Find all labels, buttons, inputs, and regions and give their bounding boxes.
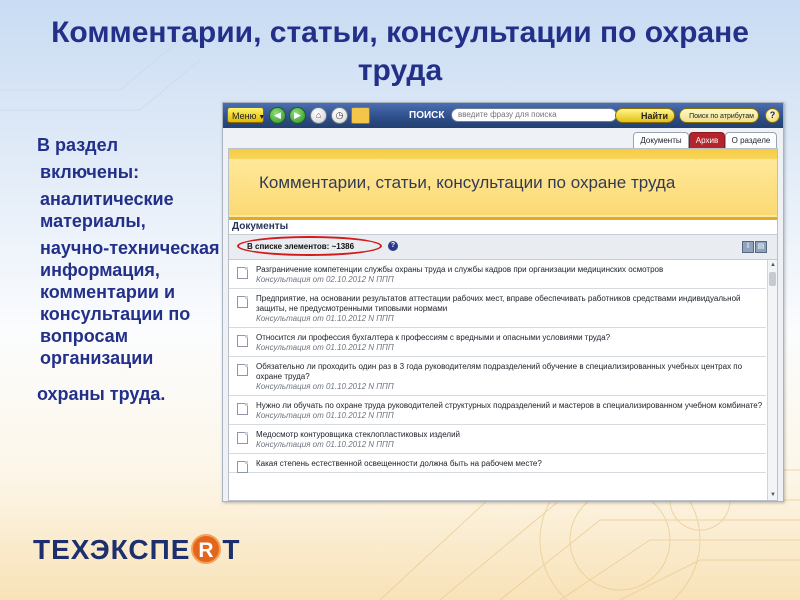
menu-label: Меню xyxy=(232,111,257,121)
history-icon[interactable]: ◷ xyxy=(331,107,348,124)
item-subtitle: Консультация от 02.10.2012 N ППП xyxy=(256,275,394,284)
home-icon[interactable]: ⌂ xyxy=(310,107,327,124)
item-title: Медосмотр контуровщика стеклопластиковых изделий xyxy=(256,430,461,439)
bullet-text: охраны труда. xyxy=(37,384,166,404)
document-icon xyxy=(237,296,248,308)
list-item[interactable] xyxy=(229,396,766,425)
document-icon xyxy=(237,403,248,415)
list-item[interactable] xyxy=(229,357,766,396)
list-scrollbar[interactable] xyxy=(767,260,778,500)
attribute-search-button[interactable] xyxy=(679,108,759,123)
document-icon xyxy=(237,432,248,444)
tab-bar xyxy=(223,128,783,148)
item-subtitle: Консультация от 01.10.2012 N ППП xyxy=(256,382,394,391)
export-icon[interactable]: ⇩ xyxy=(742,241,754,253)
section-title: Документы xyxy=(232,221,289,232)
search-label: ПОИСК xyxy=(409,110,445,121)
document-header: Комментарии, статьи, консультации по охране труда xyxy=(259,173,676,192)
scroll-up-icon[interactable]: ▲ xyxy=(770,262,776,268)
bullet-text: аналитические материалы, xyxy=(40,189,174,231)
list-item[interactable] xyxy=(229,425,766,454)
company-logo xyxy=(33,534,241,566)
help-icon[interactable]: ? xyxy=(765,108,780,123)
item-title: Относится ли профессия бухгалтера к профессиям с вредными и опасными условиями труда? xyxy=(256,333,611,342)
item-subtitle: Консультация от 01.10.2012 N ППП xyxy=(256,440,394,449)
tab-archive[interactable]: Архив xyxy=(689,132,725,148)
bullet-text: научно-техническая информация, комментарии и консультации по вопросам организации xyxy=(40,238,220,368)
document-list xyxy=(229,260,766,500)
toolbar xyxy=(223,103,783,128)
list-item[interactable] xyxy=(229,289,766,328)
document-icon xyxy=(237,335,248,347)
item-title: Нужно ли обучать по охране труда руководителей структурных подразделений и мастеров в специализированном учебном комбинате? xyxy=(256,401,763,410)
list-count-bar xyxy=(229,234,777,260)
logo-text-start: ТЕХЭКСПЕ xyxy=(33,534,191,565)
item-subtitle: Консультация от 01.10.2012 N ППП xyxy=(256,411,394,420)
list-item[interactable] xyxy=(229,328,766,357)
list-count: В списке элементов: ~1386 xyxy=(247,242,355,251)
search-input[interactable] xyxy=(451,108,617,122)
document-panel xyxy=(228,148,778,501)
item-subtitle: Консультация от 01.10.2012 N ППП xyxy=(256,343,394,352)
logo-circle: R xyxy=(191,534,221,564)
list-item[interactable] xyxy=(229,260,766,289)
header-band xyxy=(229,149,777,220)
logo-text-end: Т xyxy=(222,534,241,565)
item-title: Обязательно ли проходить один раз в 3 года руководителям подразделений обучение в специализированных учебных центрах по охране труда? xyxy=(256,362,743,381)
folder-icon[interactable] xyxy=(351,107,370,124)
tab-documents[interactable]: Документы xyxy=(633,132,689,148)
scroll-thumb[interactable] xyxy=(769,272,776,286)
item-title: Какая степень естественной освещенности должна быть на рабочем месте? xyxy=(256,459,542,468)
bullet-text: включены: xyxy=(40,162,140,182)
document-icon xyxy=(237,364,248,376)
tab-about[interactable]: О разделе xyxy=(725,132,777,148)
list-item[interactable] xyxy=(229,454,766,473)
back-icon[interactable]: ◀ xyxy=(269,107,286,124)
attribute-search-label: Поиск по атрибутам xyxy=(689,113,754,120)
scroll-down-icon[interactable]: ▼ xyxy=(770,492,776,498)
forward-icon[interactable]: ▶ xyxy=(289,107,306,124)
find-label: Найти xyxy=(641,111,668,121)
find-button[interactable] xyxy=(615,108,675,123)
item-subtitle: Консультация от 01.10.2012 N ППП xyxy=(256,314,394,323)
slide-title: Комментарии, статьи, консультации по охране труда xyxy=(51,16,749,87)
document-icon xyxy=(237,461,248,473)
bullet-list xyxy=(37,134,222,410)
app-screenshot xyxy=(222,102,784,502)
menu-button[interactable] xyxy=(227,107,264,123)
item-title: Предприятие, на основании результатов аттестации рабочих мест, вправе обеспечивать работников средствами индивидуальной защиты, не предусмотренными типовыми нормами xyxy=(256,294,741,313)
item-title: Разграничение компетенции службы охраны труда и службы кадров при организации медицинских осмотров xyxy=(256,265,664,274)
bullet-text: В раздел xyxy=(37,135,119,155)
print-icon[interactable]: ▤ xyxy=(755,241,767,253)
info-icon[interactable]: ? xyxy=(388,241,398,251)
document-icon xyxy=(237,267,248,279)
chevron-down-icon: ▼ xyxy=(258,114,266,121)
